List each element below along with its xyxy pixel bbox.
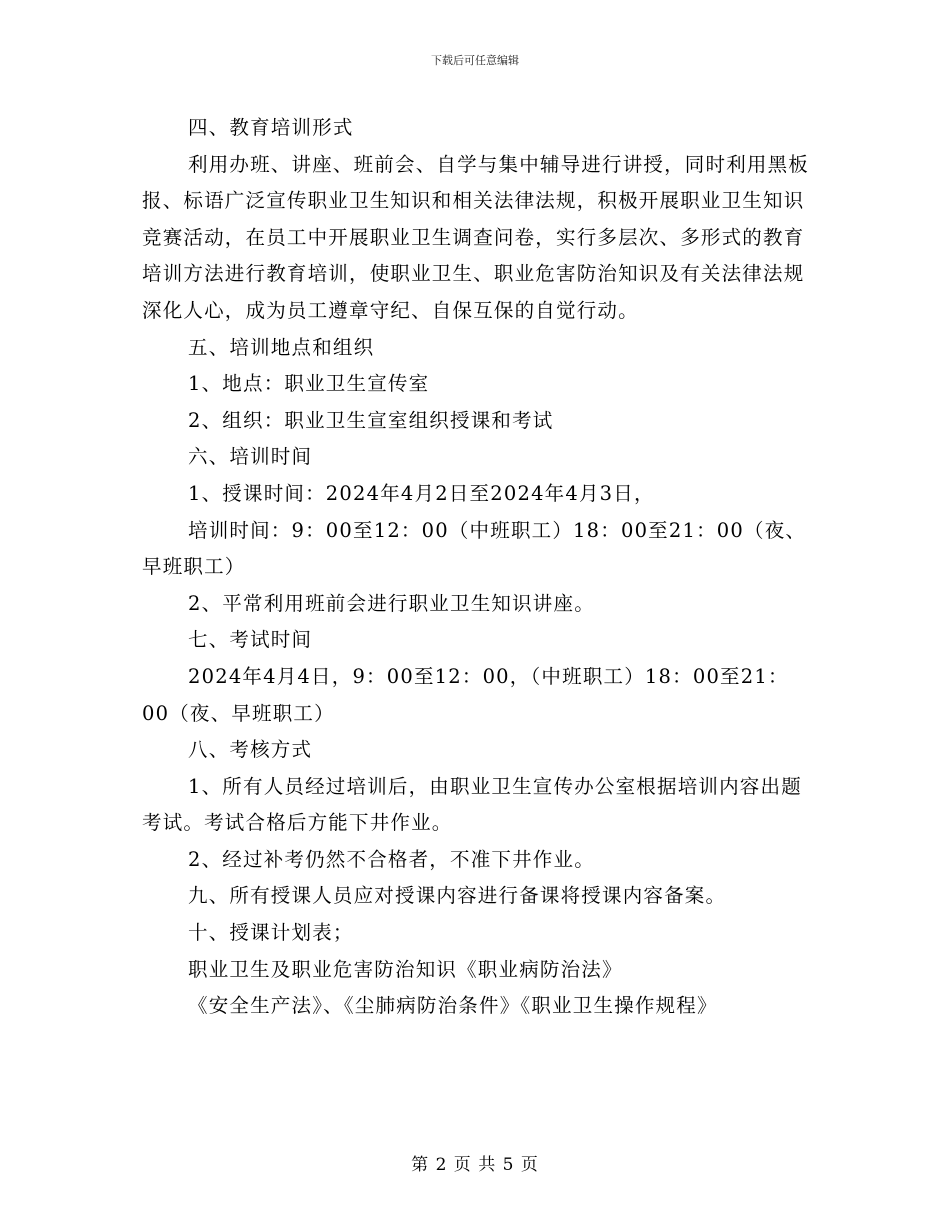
page-header: 下载后可任意编辑 (431, 54, 519, 67)
section-heading-6: 六、培训时间 (188, 445, 313, 469)
section-heading-5: 五、培训地点和组织 (188, 335, 375, 359)
section-heading-4: 四、教育培训形式 (188, 116, 354, 139)
section-heading-9: 九、所有授课人员应对授课内容进行备课将授课内容备案。 (188, 884, 727, 908)
paragraph-training-time: 培训时间：9：00至12：00（中班职工）18：00至21：00（夜、早班职工） (142, 518, 807, 579)
section-heading-10: 十、授课计划表； (188, 921, 354, 945)
document-body (142, 110, 812, 1025)
paragraph-course-plan-2: 《安全生产法》、《尘肺病防治条件》《职业卫生操作规程》 (188, 994, 718, 1018)
list-item-location: 1、地点：职业卫生宣传室 (188, 372, 430, 396)
section-heading-7: 七、考试时间 (188, 628, 313, 652)
paragraph-course-plan-1: 职业卫生及职业危害防治知识《职业病防治法》 (188, 957, 623, 981)
paragraph-exam-time: 2024年4月4日，9：00至12：00，（中班职工）18：00至21：00（夜、早班职工） (142, 664, 789, 725)
section-heading-8: 八、考核方式 (188, 738, 313, 762)
list-item-pre-shift-lecture: 2、平常利用班前会进行职业卫生知识讲座。 (188, 591, 595, 615)
paragraph-training-forms: 利用办班、讲座、班前会、自学与集中辅导进行讲授，同时利用黑板报、标语广泛宣传职业卫生知识和相关法律法规，积极开展职业卫生知识竞赛活动，在员工中开展职业卫生调查问卷，实行多层次、多形式的教育培训方法进行教育培训，使职业卫生、职业危害防治知识及有关法律法规深化人心，成为员工遵章守纪、自保互保的自觉行动。 (142, 152, 810, 322)
list-item-organization: 2、组织：职业卫生宣室组织授课和考试 (188, 408, 554, 432)
list-item-lecture-time: 1、授课时间：2024年4月2日至2024年4月3日， (188, 481, 655, 505)
list-item-exam-rule-1: 1、所有人员经过培训后，由职业卫生宣传办公室根据培训内容出题考试。考试合格后方能下井作业。 (142, 774, 802, 835)
list-item-exam-rule-2: 2、经过补考仍然不合格者，不准下井作业。 (188, 847, 595, 871)
page-footer: 第 2 页 共 5 页 (411, 1155, 539, 1175)
